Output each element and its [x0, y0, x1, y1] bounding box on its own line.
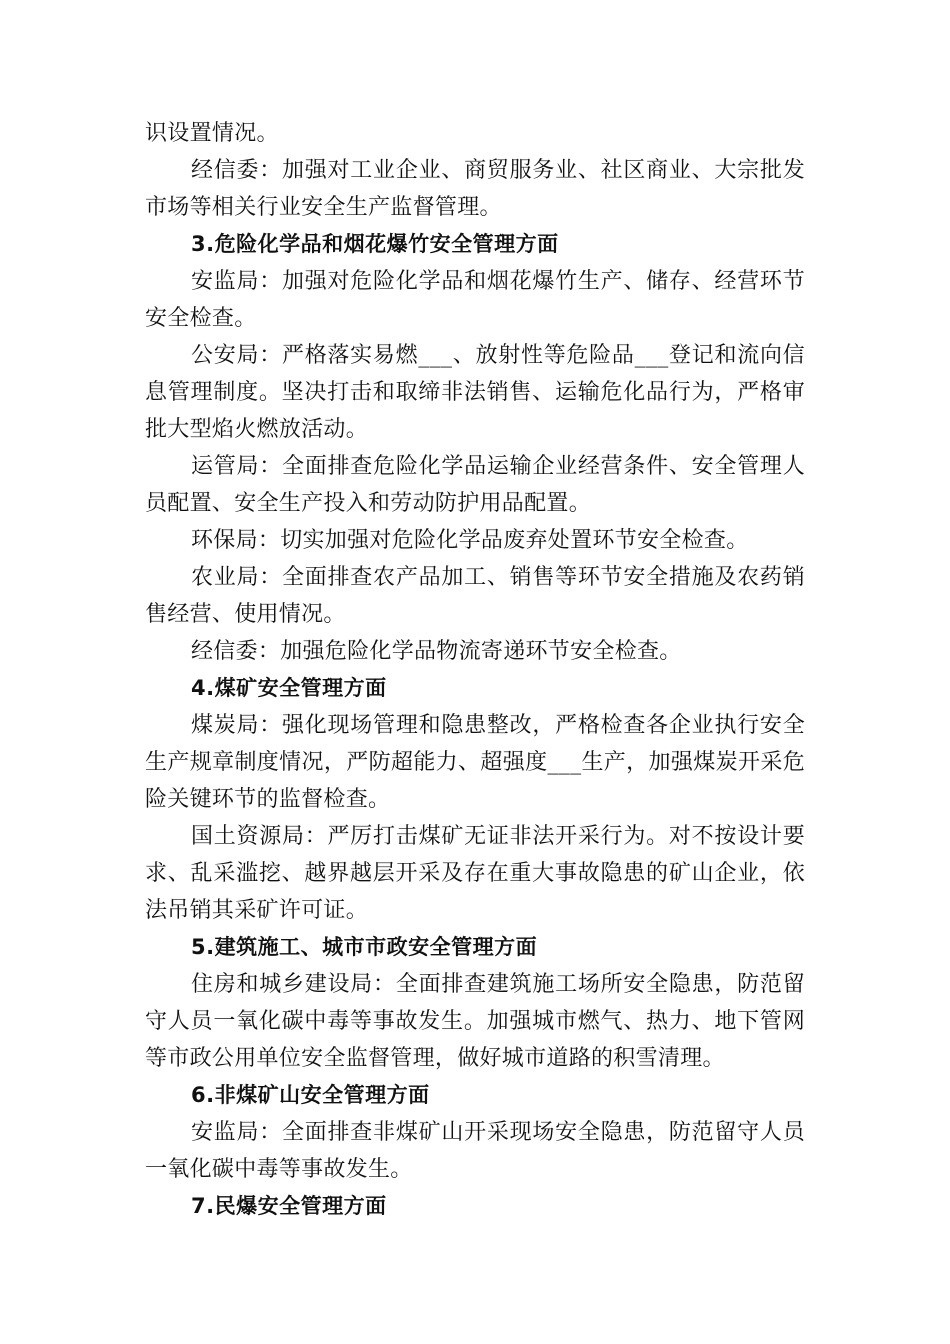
paragraph-line: 识设置情况。	[145, 121, 279, 146]
paragraph-line: 安监局：全面排查非煤矿山开采现场安全隐患，防范留守人员	[191, 1120, 805, 1145]
paragraph-line: 农业局：全面排查农产品加工、销售等环节安全措施及农药销	[191, 565, 805, 590]
paragraph-line: 险关键环节的监督检查。	[145, 787, 391, 812]
paragraph-line: 国土资源局：严厉打击煤矿无证非法开采行为。对不按设计要	[191, 824, 805, 849]
paragraph-line: 息管理制度。坚决打击和取缔非法销售、运输危化品行为，严格审	[145, 380, 805, 405]
paragraph-line: 守人员一氧化碳中毒等事故发生。加强城市燃气、热力、地下管网	[145, 1009, 805, 1034]
paragraph-line: 住房和城乡建设局：全面排查建筑施工场所安全隐患，防范留	[191, 972, 805, 997]
paragraph-line: 煤炭局：强化现场管理和隐患整改，严格检查各企业执行安全	[191, 713, 805, 738]
paragraph-line: 法吊销其采矿许可证。	[145, 898, 369, 923]
paragraph-line: 市场等相关行业安全生产监督管理。	[145, 195, 502, 220]
paragraph-line: 经信委：加强危险化学品物流寄递环节安全检查。	[191, 639, 682, 664]
paragraph-line: 售经营、使用情况。	[145, 602, 346, 627]
paragraph-line: 运管局：全面排查危险化学品运输企业经营条件、安全管理人	[191, 454, 805, 479]
paragraph-line: 求、乱采滥挖、越界越层开采及存在重大事故隐患的矿山企业，依	[145, 861, 805, 886]
paragraph-line: 安全检查。	[145, 306, 257, 331]
document-body	[145, 115, 805, 1225]
section-heading: 3.危险化学品和烟花爆竹安全管理方面	[191, 232, 559, 256]
paragraph-line: 员配置、安全生产投入和劳动防护用品配置。	[145, 491, 592, 516]
paragraph-line: 公安局：严格落实易燃___、放射性等危险品___登记和流向信	[191, 343, 805, 368]
section-heading: 4.煤矿安全管理方面	[191, 676, 387, 700]
paragraph-line: 生产规章制度情况，严防超能力、超强度___生产，加强煤炭开采危	[145, 750, 805, 775]
section-heading: 5.建筑施工、城市市政安全管理方面	[191, 935, 538, 959]
paragraph-line: 批大型焰火燃放活动。	[145, 417, 369, 442]
paragraph-line: 环保局：切实加强对危险化学品废弃处置环节安全检查。	[191, 528, 749, 553]
section-heading: 7.民爆安全管理方面	[191, 1194, 387, 1218]
paragraph-line: 等市政公用单位安全监督管理，做好城市道路的积雪清理。	[145, 1046, 725, 1071]
paragraph-line: 安监局：加强对危险化学品和烟花爆竹生产、储存、经营环节	[191, 269, 805, 294]
section-heading: 6.非煤矿山安全管理方面	[191, 1083, 430, 1107]
paragraph-line: 经信委：加强对工业企业、商贸服务业、社区商业、大宗批发	[191, 158, 805, 183]
paragraph-line: 一氧化碳中毒等事故发生。	[145, 1157, 413, 1182]
